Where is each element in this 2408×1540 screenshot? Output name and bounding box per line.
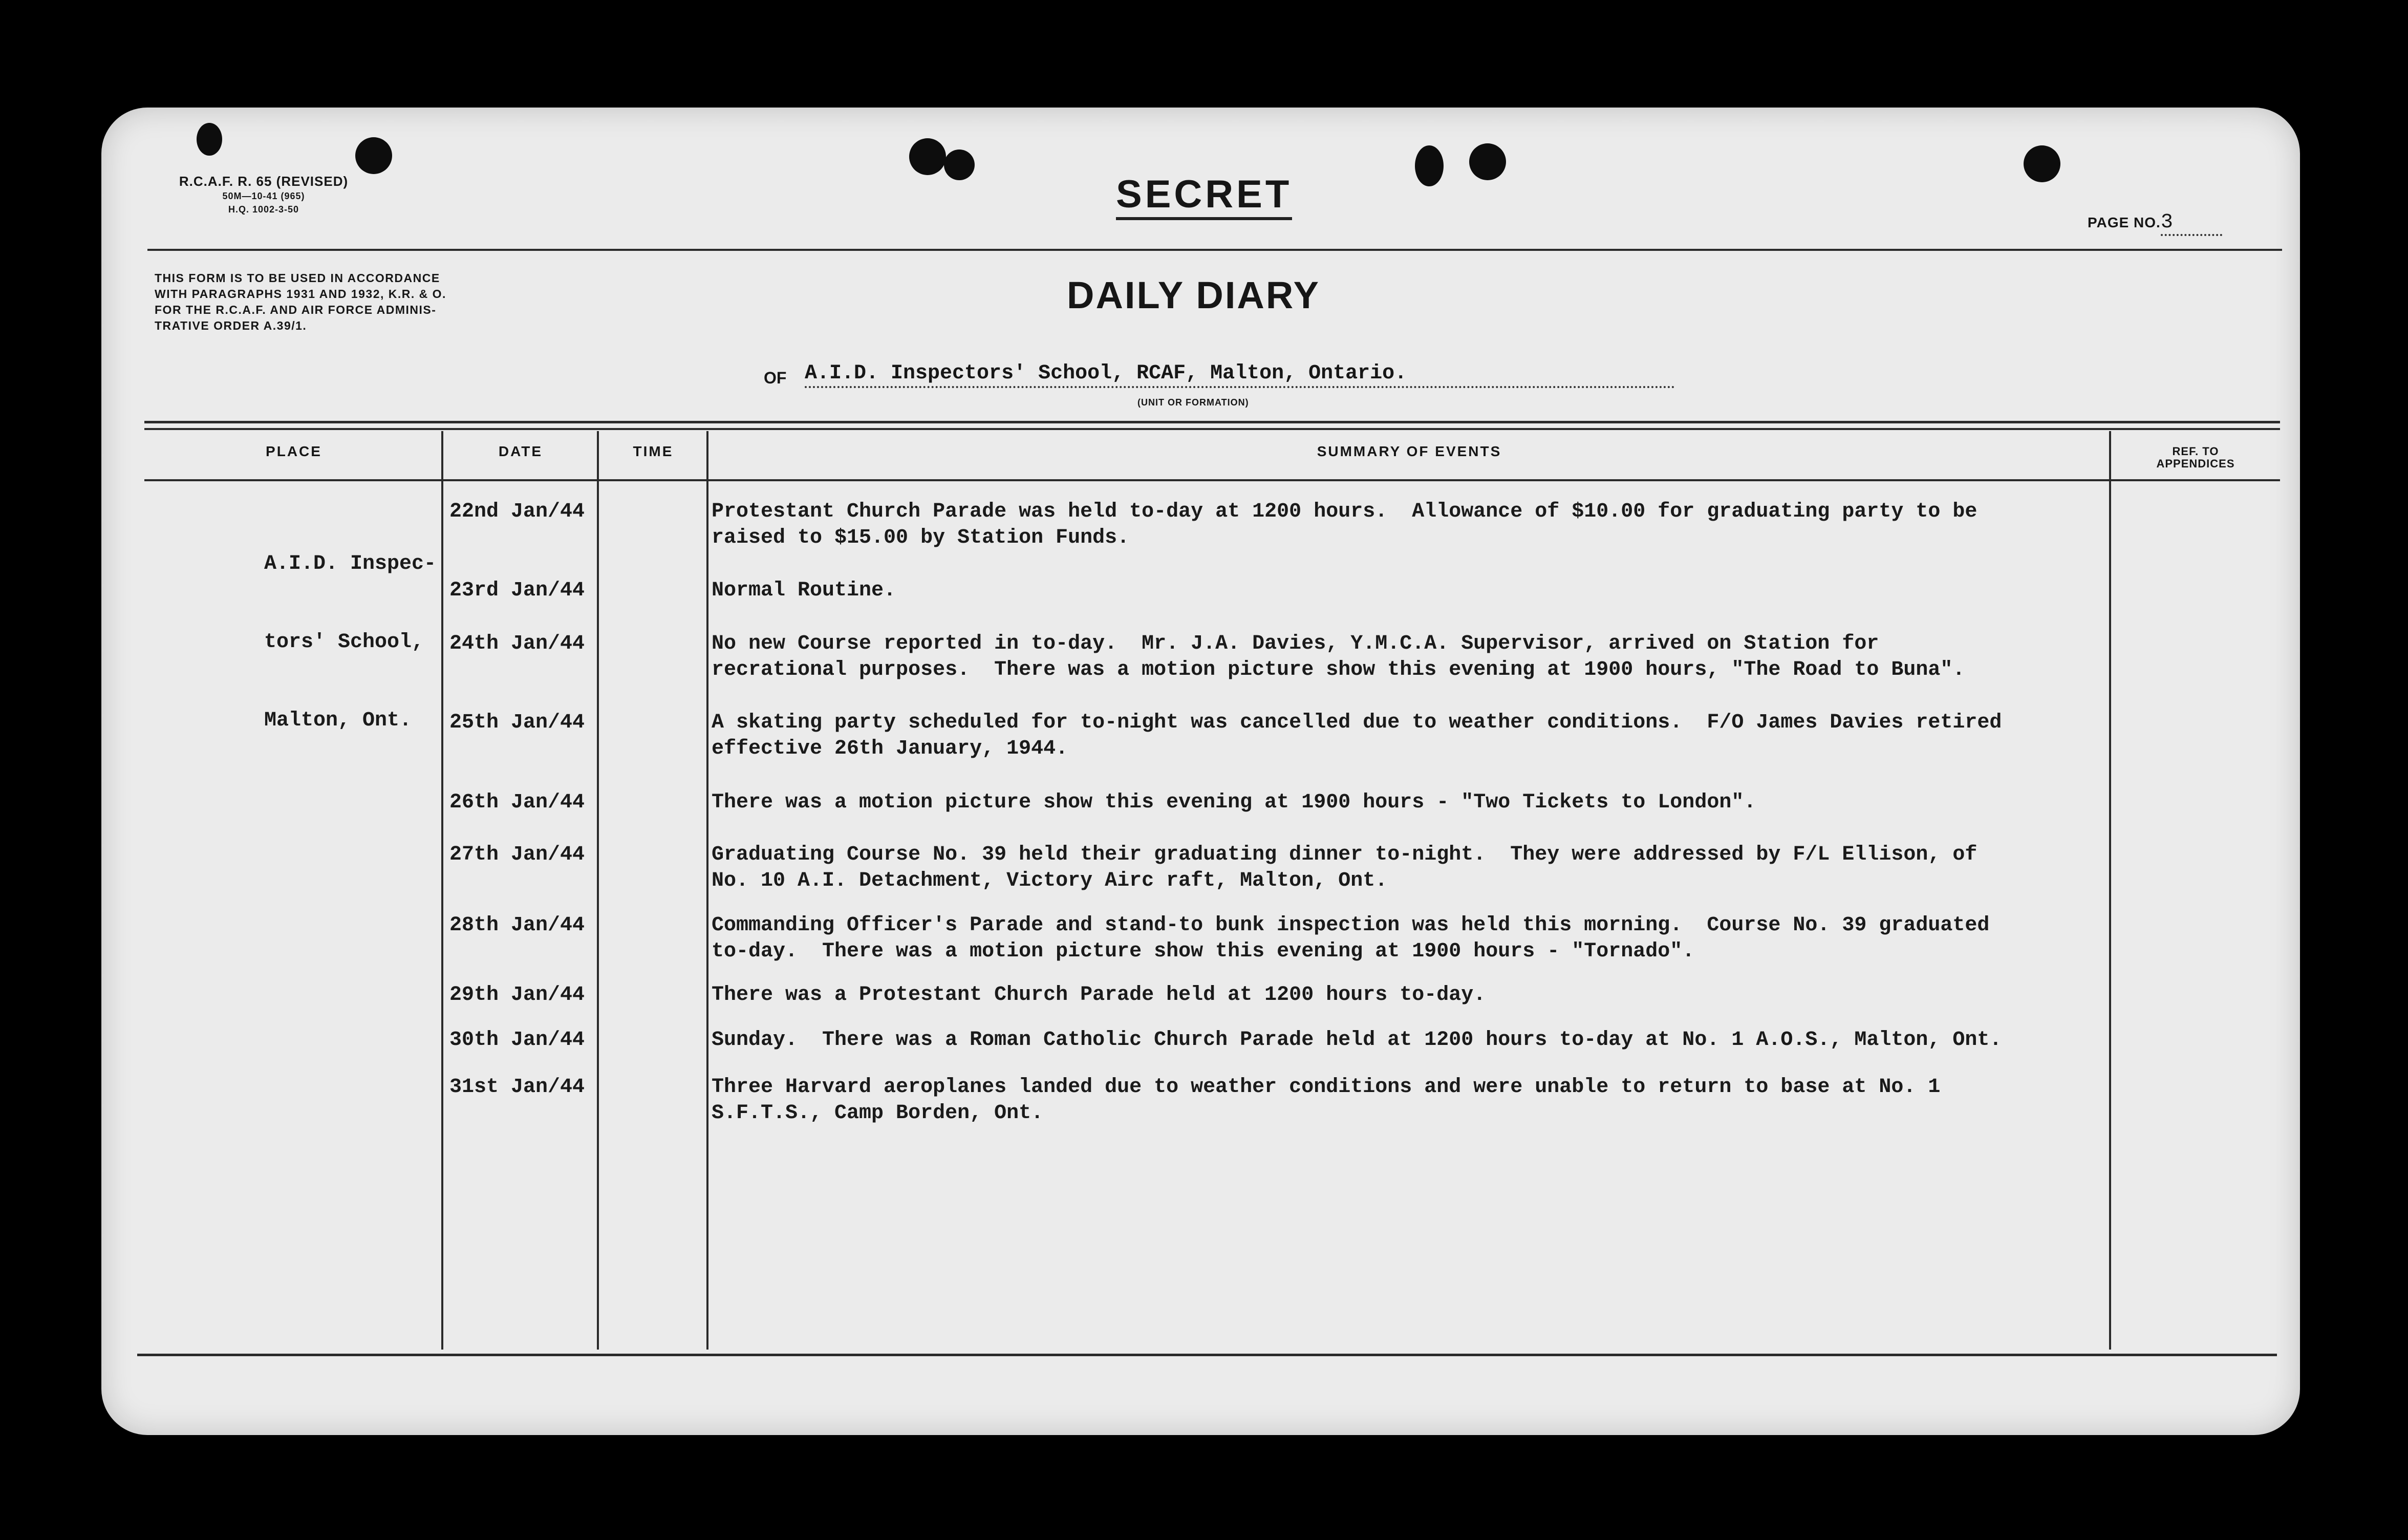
form-title: DAILY DIARY <box>1067 274 1320 316</box>
place-line: tors' School, <box>264 631 424 654</box>
punch-hole <box>909 138 946 175</box>
ref-line1: REF. TO <box>2172 445 2219 458</box>
page-number-label: PAGE NO. <box>2088 215 2161 230</box>
date-cell: 31st Jan/44 <box>449 1076 585 1099</box>
summary-cell: Commanding Officer's Parade and stand-to bunk inspection was held this morning. Course No. 39 graduated to-day. There was a motion picture show this evening at 1900 hours - "Tornado". <box>712 914 1990 963</box>
page-number-value: 3 <box>2161 211 2222 236</box>
punch-hole <box>2024 145 2060 182</box>
unit-caption: (UNIT OR FORMATION) <box>1137 397 1249 408</box>
summary-cell: There was a motion picture show this evening at 1900 hours - "Two Tickets to London". <box>712 791 1756 814</box>
punch-hole <box>197 123 222 156</box>
summary-cell: Normal Routine. <box>712 579 896 602</box>
date-cell: 25th Jan/44 <box>449 711 585 734</box>
ref-line2: APPENDICES <box>2156 457 2235 470</box>
punch-hole <box>1469 143 1506 180</box>
column-divider <box>706 431 708 1350</box>
punch-hole <box>355 137 392 174</box>
column-header-place: PLACE <box>266 443 322 459</box>
page-number <box>2088 211 2222 236</box>
form-id-line3: H.Q. 1002-3-50 <box>228 204 299 215</box>
date-cell: 22nd Jan/44 <box>449 500 585 523</box>
date-cell: 23rd Jan/44 <box>449 579 585 602</box>
instruction-line: FOR THE R.C.A.F. AND AIR FORCE ADMINIS- <box>155 303 437 316</box>
instruction-line: THIS FORM IS TO BE USED IN ACCORDANCE <box>155 271 440 285</box>
summary-cell: There was a Protestant Church Parade held at 1200 hours to-day. <box>712 983 1486 1007</box>
instruction-line: TRATIVE ORDER A.39/1. <box>155 319 307 332</box>
classification-heading: SECRET <box>1116 173 1292 220</box>
column-header-summary: SUMMARY OF EVENTS <box>1317 443 1502 459</box>
summary-cell: A skating party scheduled for to-night was cancelled due to weather conditions. F/O James Davies retired effective 26th January, 1944. <box>712 711 2002 760</box>
date-cell: 26th Jan/44 <box>449 791 585 814</box>
date-cell: 27th Jan/44 <box>449 843 585 866</box>
place-cell <box>264 499 443 760</box>
summary-cell: Protestant Church Parade was held to-day at 1200 hours. Allowance of $10.00 for graduating party to be raised to $15.00 by Station Funds. <box>712 500 1977 549</box>
column-header-time: TIME <box>633 443 674 459</box>
form-id-line2: 50M—10-41 (965) <box>222 191 305 201</box>
punch-hole <box>944 149 975 180</box>
form-identifier <box>148 173 379 216</box>
place-line: A.I.D. Inspec- <box>264 552 437 575</box>
column-header-ref <box>2111 445 2280 470</box>
of-label: OF <box>764 369 787 387</box>
unit-name: A.I.D. Inspectors' School, RCAF, Malton, Ontario. <box>805 361 1675 388</box>
place-line: Malton, Ont. <box>264 709 412 732</box>
table-top-rule <box>144 421 2280 423</box>
header-rule <box>147 249 2282 251</box>
form-instructions <box>155 270 564 334</box>
date-cell: 29th Jan/44 <box>449 983 585 1007</box>
date-cell: 24th Jan/44 <box>449 632 585 655</box>
column-divider <box>597 431 599 1350</box>
table-bottom-rule <box>137 1354 2277 1356</box>
column-divider <box>2109 431 2111 1350</box>
date-cell: 28th Jan/44 <box>449 914 585 937</box>
punch-hole <box>1415 145 1444 186</box>
date-cell: 30th Jan/44 <box>449 1029 585 1052</box>
column-header-date: DATE <box>498 443 543 459</box>
table-top-rule <box>144 428 2280 430</box>
form-id-line1: R.C.A.F. R. 65 (REVISED) <box>179 174 349 189</box>
instruction-line: WITH PARAGRAPHS 1931 AND 1932, K.R. & O. <box>155 287 446 301</box>
summary-cell: Three Harvard aeroplanes landed due to weather conditions and were unable to return to base at No. 1 S.F.T.S., Camp Borden, Ont. <box>712 1076 1941 1125</box>
summary-cell: Graduating Course No. 39 held their graduating dinner to-night. They were addressed by F/L Ellison, of No. 10 A.I. Detachment, Victory Airc raft, Malton, Ont. <box>712 843 1977 892</box>
header-bottom-rule <box>144 479 2280 481</box>
summary-cell: No new Course reported in to-day. Mr. J.A. Davies, Y.M.C.A. Supervisor, arrived on Station for recrational purposes. There was a motion picture show this evening at 1900 hours, "The Road to Buna". <box>712 632 1965 681</box>
summary-cell: Sunday. There was a Roman Catholic Church Parade held at 1200 hours to-day at No. 1 A.O.S., Malton, Ont. <box>712 1029 2002 1052</box>
